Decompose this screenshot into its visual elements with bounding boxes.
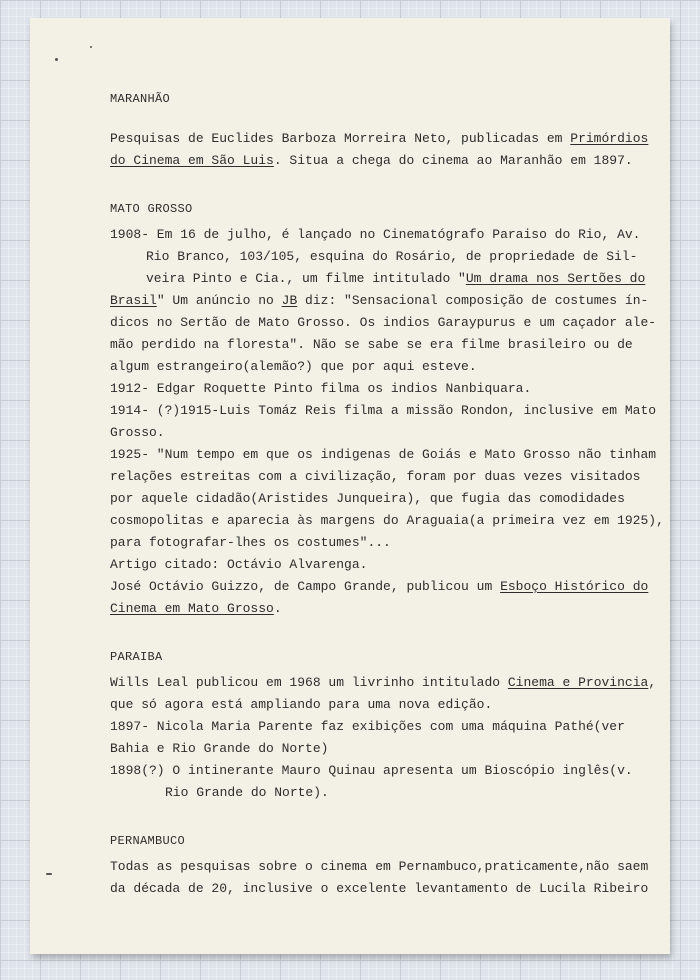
text-line: Rio Grande do Norte).: [165, 785, 329, 800]
text-line: para fotografar-lhes os costumes"...: [110, 535, 391, 550]
text-line: Cinema em Mato Grosso.: [110, 601, 282, 616]
text-line: Rio Branco, 103/105, esquina do Rosário, de propriedade de Sil-: [146, 249, 638, 264]
ink-speck: [55, 58, 58, 61]
text-line: algum estrangeiro(alemão?) que por aqui esteve.: [110, 359, 477, 374]
text-line: por aquele cidadão(Aristides Junqueira), que fugia das comodidades: [110, 491, 625, 506]
text-line: veira Pinto e Cia., um filme intitulado "Um drama nos Sertões do: [146, 271, 646, 286]
text-line: José Octávio Guizzo, de Campo Grande, publicou um Esboço Histórico do: [110, 579, 649, 594]
text-line: Wills Leal publicou em 1968 um livrinho intitulado Cinema e Provincia,: [110, 675, 657, 690]
text-line: 1912- Edgar Roquette Pinto filma os indios Nanbiquara.: [110, 381, 532, 396]
typewritten-page: [30, 18, 670, 954]
text-line: 1908- Em 16 de julho, é lançado no Cinematógrafo Paraiso do Rio, Av.: [110, 227, 641, 242]
text-line: 1897- Nicola Maria Parente faz exibições com uma máquina Pathé(ver: [110, 719, 625, 734]
text-line: Pesquisas de Euclides Barboza Morreira Neto, publicadas em Primórdios: [110, 131, 649, 146]
section-heading-paraiba: PARAIBA: [110, 650, 163, 664]
section-heading-maranhao: MARANHÃO: [110, 92, 171, 106]
ink-speck: [46, 873, 52, 875]
text-line: 1914- (?)1915-Luis Tomáz Reis filma a missão Rondon, inclusive em Mato: [110, 403, 657, 418]
text-line: 1925- "Num tempo em que os indigenas de Goiás e Mato Grosso não tinham: [110, 447, 657, 462]
text-line: cosmopolitas e aparecia às margens do Araguaia(a primeira vez em 1925),: [110, 513, 664, 528]
text-line: Todas as pesquisas sobre o cinema em Pernambuco,praticamente,não saem: [110, 859, 649, 874]
text-line: relações estreitas com a civilização, foram por duas vezes visitados: [110, 469, 641, 484]
ink-speck: [90, 46, 92, 48]
text-line: que só agora está ampliando para uma nova edição.: [110, 697, 493, 712]
section-heading-pernambuco: PERNAMBUCO: [110, 834, 186, 848]
text-line: dicos no Sertão de Mato Grosso. Os indios Garaypurus e um caçador ale-: [110, 315, 657, 330]
text-line: 1898(?) O intinerante Mauro Quinau apresenta um Bioscópio inglês(v.: [110, 763, 633, 778]
text-line: Artigo citado: Octávio Alvarenga.: [110, 557, 368, 572]
text-line: do Cinema em São Luis. Situa a chega do cinema ao Maranhão em 1897.: [110, 153, 633, 168]
text-line: Grosso.: [110, 425, 165, 440]
text-line: Bahia e Rio Grande do Norte): [110, 741, 329, 756]
text-line: mão perdido na floresta". Não se sabe se era filme brasileiro ou de: [110, 337, 633, 352]
text-line: da década de 20, inclusive o excelente levantamento de Lucila Ribeiro: [110, 881, 649, 896]
section-heading-mato-grosso: MATO GROSSO: [110, 202, 193, 216]
page-content: [110, 88, 664, 900]
text-line: Brasil" Um anúncio no JB diz: "Sensacional composição de costumes ín-: [110, 293, 649, 308]
